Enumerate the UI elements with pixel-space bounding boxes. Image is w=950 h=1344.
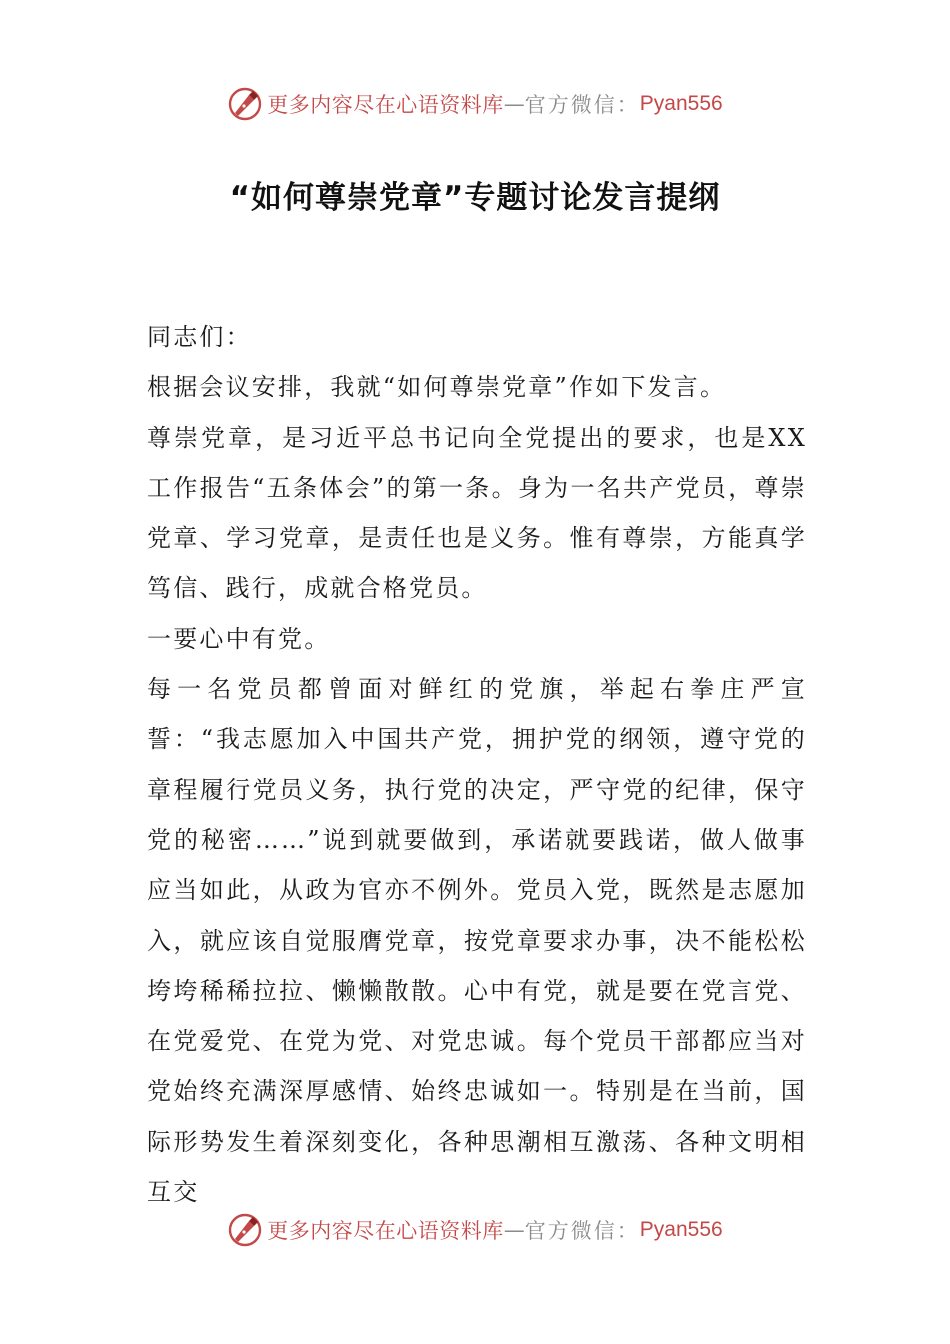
document-body: [147, 312, 807, 1217]
header-banner: [0, 82, 950, 126]
banner-label: 官方微信：: [524, 1219, 640, 1243]
paragraph-oath: 每一名党员都曾面对鲜红的党旗，举起右拳庄严宣誓：“我志愿加入中国共产党，拥护党的纲领，遵守党的章程履行党员义务，执行党的决定，严守党的纪律，保守党的秘密……”说到就要做到，承诺就要践诺，做人做事应当如此，从政为官亦不例外。党员入党，既然是志愿加入，就应该自觉服膺党章，按党章要求办事，决不能松松垮垮稀稀拉拉、懒懒散散。心中有党，就是要在党言党、在党爱党、在党为党、对党忠诚。每个党员干部都应当对党始终充满深厚感情、始终忠诚如一。特别是在当前，国际形势发生着深刻变化，各种思潮相互激荡、各种文明相互交: [147, 675, 807, 1207]
banner-wechat-id: Pyan556: [639, 1218, 723, 1241]
paragraph-intro: 根据会议安排，我就“如何尊崇党章”作如下发言。: [147, 373, 727, 402]
paragraph-respect-charter: 尊崇党章，是习近平总书记向全党提出的要求，也是XX工作报告“五条体会”的第一条。身为一名共产党员，尊崇党章、学习党章，是责任也是义务。惟有尊崇，方能真学笃信、践行，成就合格党员。: [147, 423, 807, 603]
pen-nib-logo-icon: [227, 1212, 263, 1248]
paragraph-heading-1: 一要心中有党。: [147, 624, 331, 653]
banner-wechat-id: Pyan556: [639, 92, 723, 115]
paragraph-salutation: 同志们：: [147, 323, 252, 351]
banner-label: 官方微信：: [524, 93, 640, 117]
pen-nib-logo-icon: [227, 86, 263, 122]
banner-separator: —: [503, 92, 525, 116]
banner-separator: —: [503, 1218, 525, 1242]
document-title: “如何尊崇党章”专题讨论发言提纲: [229, 180, 721, 216]
banner-text: 更多内容尽在心语资料库: [267, 93, 504, 117]
footer-banner: [0, 1208, 950, 1252]
banner-text: 更多内容尽在心语资料库: [267, 1219, 504, 1243]
